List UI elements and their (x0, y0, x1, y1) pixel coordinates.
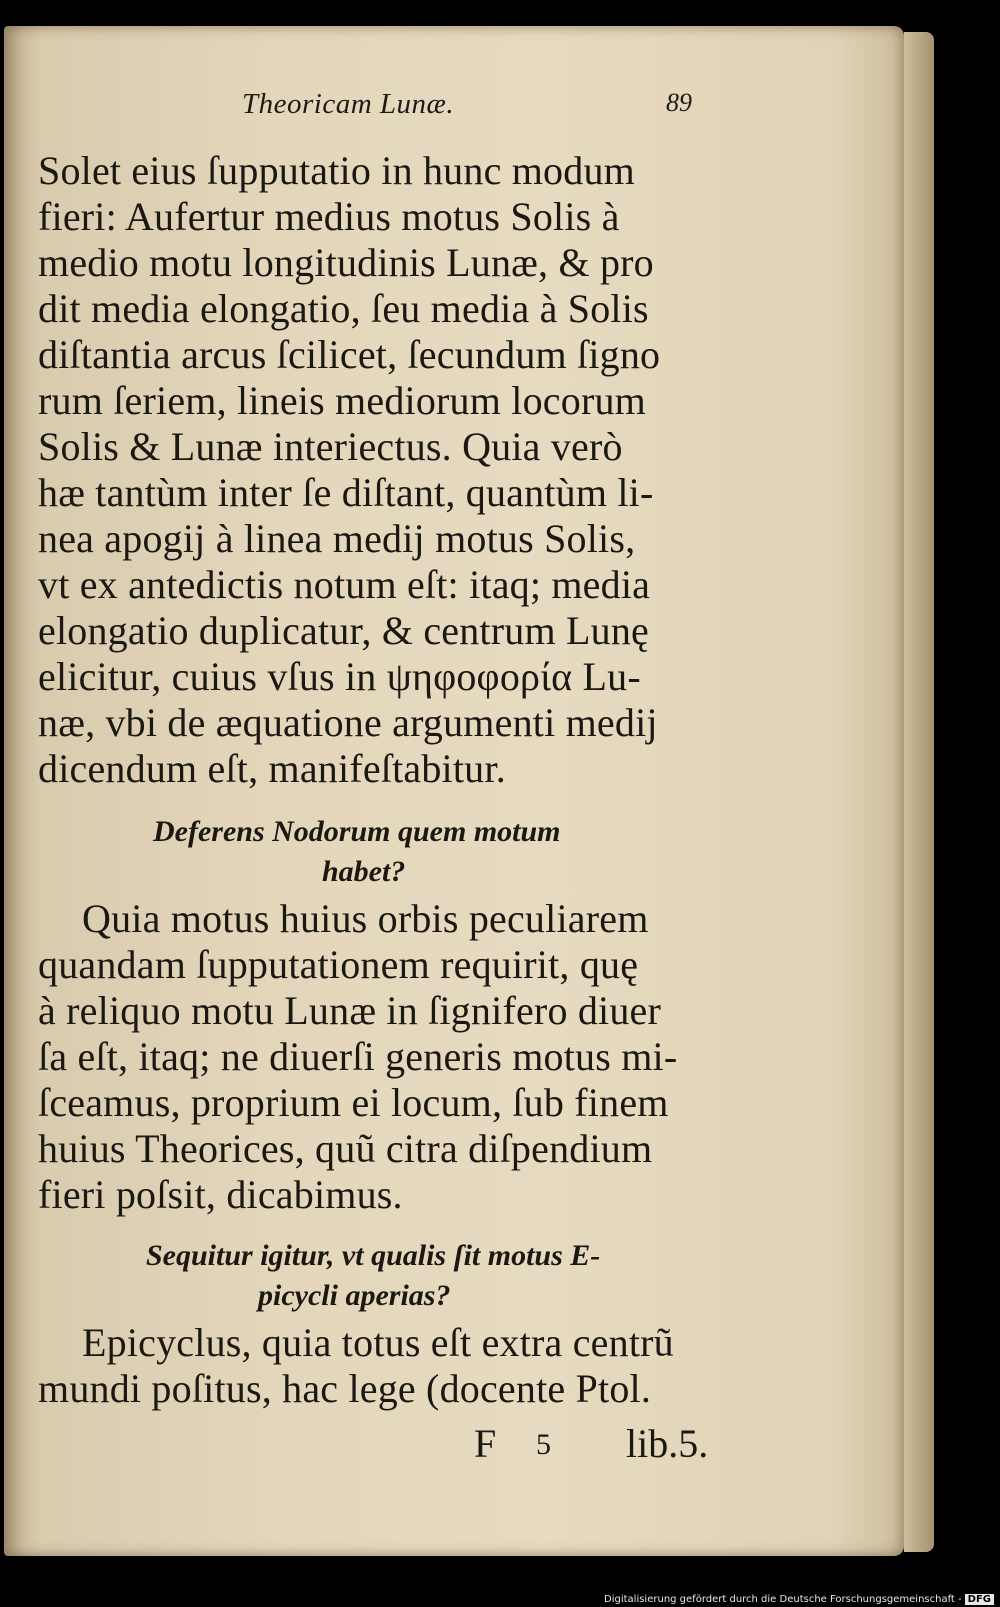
text-line: vt ex antedictis notum eſt: itaq; media (38, 562, 651, 607)
paragraph-3 (38, 1320, 738, 1412)
section-heading-continued: habet? (322, 855, 406, 888)
section-heading: Deferens Nodorum quem motum (153, 815, 561, 848)
text-line: fieri poſsit, dicabimus. (38, 1172, 403, 1217)
text-line: huius Theorices, quũ citra diſpendium (38, 1126, 653, 1171)
text-line: quandam ſupputationem requirit, quę (38, 942, 639, 987)
page-number: 89 (666, 88, 692, 117)
digitization-credit (0, 1594, 994, 1605)
section-heading: Sequitur igitur, vt qualis ſit motus E- (146, 1239, 601, 1272)
text-line: elongatio duplicatur, & centrum Lunę (38, 608, 649, 653)
text-line: à reliquo motu Lunæ in ſignifero diuer (38, 988, 662, 1033)
running-title: Theoricam Lunæ. (242, 88, 455, 120)
signature-number: 5 (536, 1428, 551, 1461)
text-line: ſa eſt, itaq; ne diuerſi generis motus mi- (38, 1034, 678, 1079)
text-line: Solis & Lunæ interiectus. Quia verò (38, 424, 623, 469)
section-heading-continued: picycli aperias? (258, 1279, 451, 1312)
scanned-page-area (0, 22, 1000, 1567)
dfg-logo: DFG (965, 1594, 994, 1605)
text-line: Epicyclus, quia totus eſt extra centrũ (82, 1320, 674, 1365)
text-line: Quia motus huius orbis peculiarem (82, 896, 649, 941)
text-line: dicendum eſt, manifeſtabitur. (38, 746, 506, 791)
page-edge (904, 32, 934, 1552)
text-line: Solet eius ſupputatio in hunc modum (38, 148, 635, 193)
page-header (4, 88, 904, 128)
catchword: lib.5. (626, 1421, 709, 1466)
signature-mark: F (474, 1421, 497, 1466)
text-line: ſceamus, proprium ei locum, ſub finem (38, 1080, 669, 1125)
credit-text: Digitalisierung gefördert durch die Deutsche Forschungsgemeinschaft - (604, 1594, 962, 1605)
text-line: nea apogij à linea medij motus Solis, (38, 516, 636, 561)
text-line: mundi poſitus, hac lege (docente Ptol. (38, 1366, 652, 1411)
paragraph-2 (38, 896, 738, 1218)
text-line: hæ tantùm inter ſe diſtant, quantùm li- (38, 470, 654, 515)
text-line: elicitur, cuius vſus in ψηφοφορία Lu- (38, 654, 641, 699)
main-text (38, 148, 738, 1412)
text-line: fieri: Aufertur medius motus Solis à (38, 194, 620, 239)
paragraph-1 (38, 148, 738, 792)
book-page (4, 26, 904, 1556)
text-line: diſtantia arcus ſcilicet, ſecundum ſigno (38, 332, 661, 377)
text-line: rum ſeriem, lineis mediorum locorum (38, 378, 646, 423)
text-line: medio motu longitudinis Lunæ, & pro (38, 240, 654, 285)
text-line: dit media elongatio, ſeu media à Solis (38, 286, 649, 331)
text-line: næ, vbi de æquatione argumenti medij (38, 700, 658, 745)
page-footer (4, 1420, 904, 1466)
